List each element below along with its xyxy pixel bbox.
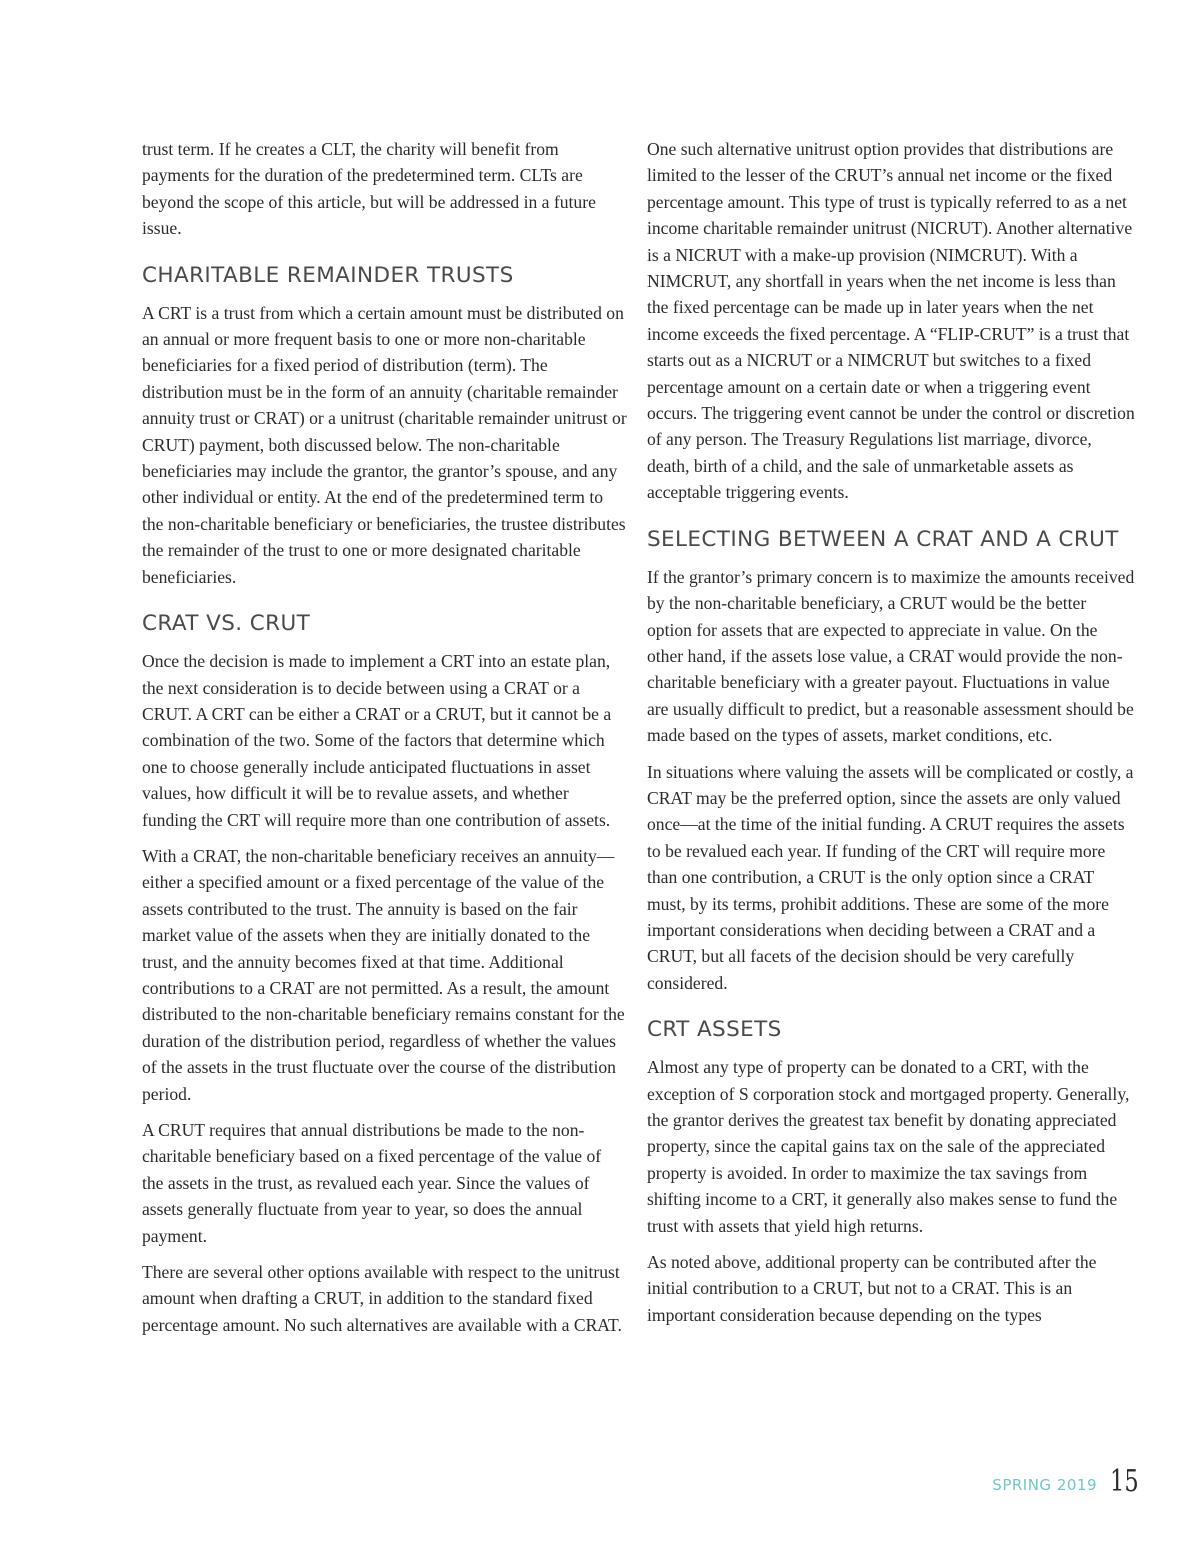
heading-selecting-crat-crut: SELECTING BETWEEN A CRAT AND A CRUT bbox=[647, 526, 1119, 552]
paragraph-property-types: Almost any type of property can be donated to a CRT, with the exception of S corporation stock and mortgaged property. Generally, the grantor derives the greatest tax benefit by donating appreciated property, since the capital gains tax on the sale of the appreciated property is avoided. In order to maximize the tax savings from shifting income to a CRT, it generally also makes sense to fund the trust with assets that yield high returns. bbox=[647, 1057, 1130, 1236]
heading-charitable-remainder-trusts: CHARITABLE REMAINDER TRUSTS bbox=[142, 262, 514, 288]
paragraph-maximize-amounts: If the grantor’s primary concern is to maximize the amounts received by the non-charitable beneficiary, a CRUT would be the better option for assets that are expected to appreciate in value. On the other hand, if the assets lose value, a CRAT would provide the non-charitable beneficiary with a greater payout. Fluctuations in value are usually difficult to predict, but a reasonable assessment should be made based on the types of assets, market conditions, etc. bbox=[647, 566, 1135, 746]
right-column bbox=[647, 136, 1135, 1338]
left-column bbox=[142, 136, 627, 1348]
heading-crt-assets: CRT ASSETS bbox=[647, 1017, 782, 1043]
heading-crat-vs-crut: CRAT VS. CRUT bbox=[142, 611, 311, 637]
footer-issue-season: SPRING 2019 bbox=[992, 1476, 1097, 1494]
paragraph-crut-description: A CRUT requires that annual distributions be made to the non-charitable beneficiary based on a fixed percentage of the value of the assets in the trust, as revalued each year. Since the values of assets generally fluctuate from year to year, so does the annual payment. bbox=[142, 1120, 602, 1246]
paragraph-crt-definition: A CRT is a trust from which a certain amount must be distributed on an annual or more frequent basis to one or more non-charitable beneficiaries for a fixed period of distribution (term). The distribution must be in the form of an annuity (charitable remainder annuity trust or CRAT) or a unitrust (charitable remainder unitrust or CRUT) payment, both discussed below. The non-charitable beneficiaries may include the grantor, the grantor’s spouse, and any other individual or entity. At the end of the predetermined term to the non-charitable beneficiary or beneficiaries, the trustee distributes the remainder of the trust to one or more designated charitable beneficiaries. bbox=[142, 302, 627, 587]
paragraph-clt-intro: trust term. If he creates a CLT, the charity will benefit from payments for the duration of the predetermined term. CLTs are beyond the scope of this article, but will be addressed in a future issue. bbox=[142, 139, 596, 239]
paragraph-crat-vs-crut-decision: Once the decision is made to implement a CRT into an estate plan, the next consideration is to decide between using a CRAT or a CRUT. A CRT can be either a CRAT or a CRUT, but it cannot be a combination of the two. Some of the factors that determine which one to choose generally include anticipated fluctuations in asset values, how difficult it will be to revalue assets, and whether funding the CRT will require more than one contribution of assets. bbox=[142, 651, 612, 830]
footer-page-number: 15 bbox=[1110, 1464, 1139, 1499]
paragraph-additional-property: As noted above, additional property can be contributed after the initial contribution to a CRUT, but not to a CRAT. This is an important consideration because depending on the types bbox=[647, 1252, 1097, 1325]
paragraph-unitrust-options: There are several other options available with respect to the unitrust amount when drafting a CRUT, in addition to the standard fixed percentage amount. No such alternatives are available with a CRAT. bbox=[142, 1262, 622, 1335]
paragraph-crat-description: With a CRAT, the non-charitable beneficiary receives an annuity—either a specified amount or a fixed percentage of the value of the assets contributed to the trust. The annuity is based on the fair market value of the assets when they are initially donated to the trust, and the annuity becomes fixed at that time. Additional contributions to a CRAT are not permitted. As a result, the amount distributed to the non-charitable beneficiary remains constant for the duration of the distribution period, regardless of whether the values of the assets in the trust fluctuate over the course of the distribution period. bbox=[142, 845, 625, 1104]
paragraph-nicrut-options: One such alternative unitrust option provides that distributions are limited to the lesser of the CRUT’s annual net income or the fixed percentage amount. This type of trust is typically referred to as a net income charitable remainder unitrust (NICRUT). Another alternative is a NICRUT with a make-up provision (NIMCRUT). With a NIMCRUT, any shortfall in years when the net income is less than the fixed percentage can be made up in later years when the net income exceeds the fixed percentage. A “FLIP-CRUT” is a trust that starts out as a NICRUT or a NIMCRUT but switches to a fixed percentage amount on a certain date or when a triggering event occurs. The triggering event cannot be under the control or discretion of any person. The Treasury Regulations list marriage, divorce, death, birth of a child, and the sale of unmarketable assets as acceptable triggering events. bbox=[647, 139, 1135, 503]
paragraph-valuing-assets: In situations where valuing the assets will be complicated or costly, a CRAT may be the preferred option, since the assets are only valued once—at the time of the initial funding. A CRUT requires the assets to be revalued each year. If funding of the CRT will require more than one contribution, a CRUT is the only option since a CRAT must, by its terms, prohibit additions. These are some of the more important considerations when deciding between a CRAT and a CRUT, but all facets of the decision should be very carefully considered. bbox=[647, 761, 1134, 993]
